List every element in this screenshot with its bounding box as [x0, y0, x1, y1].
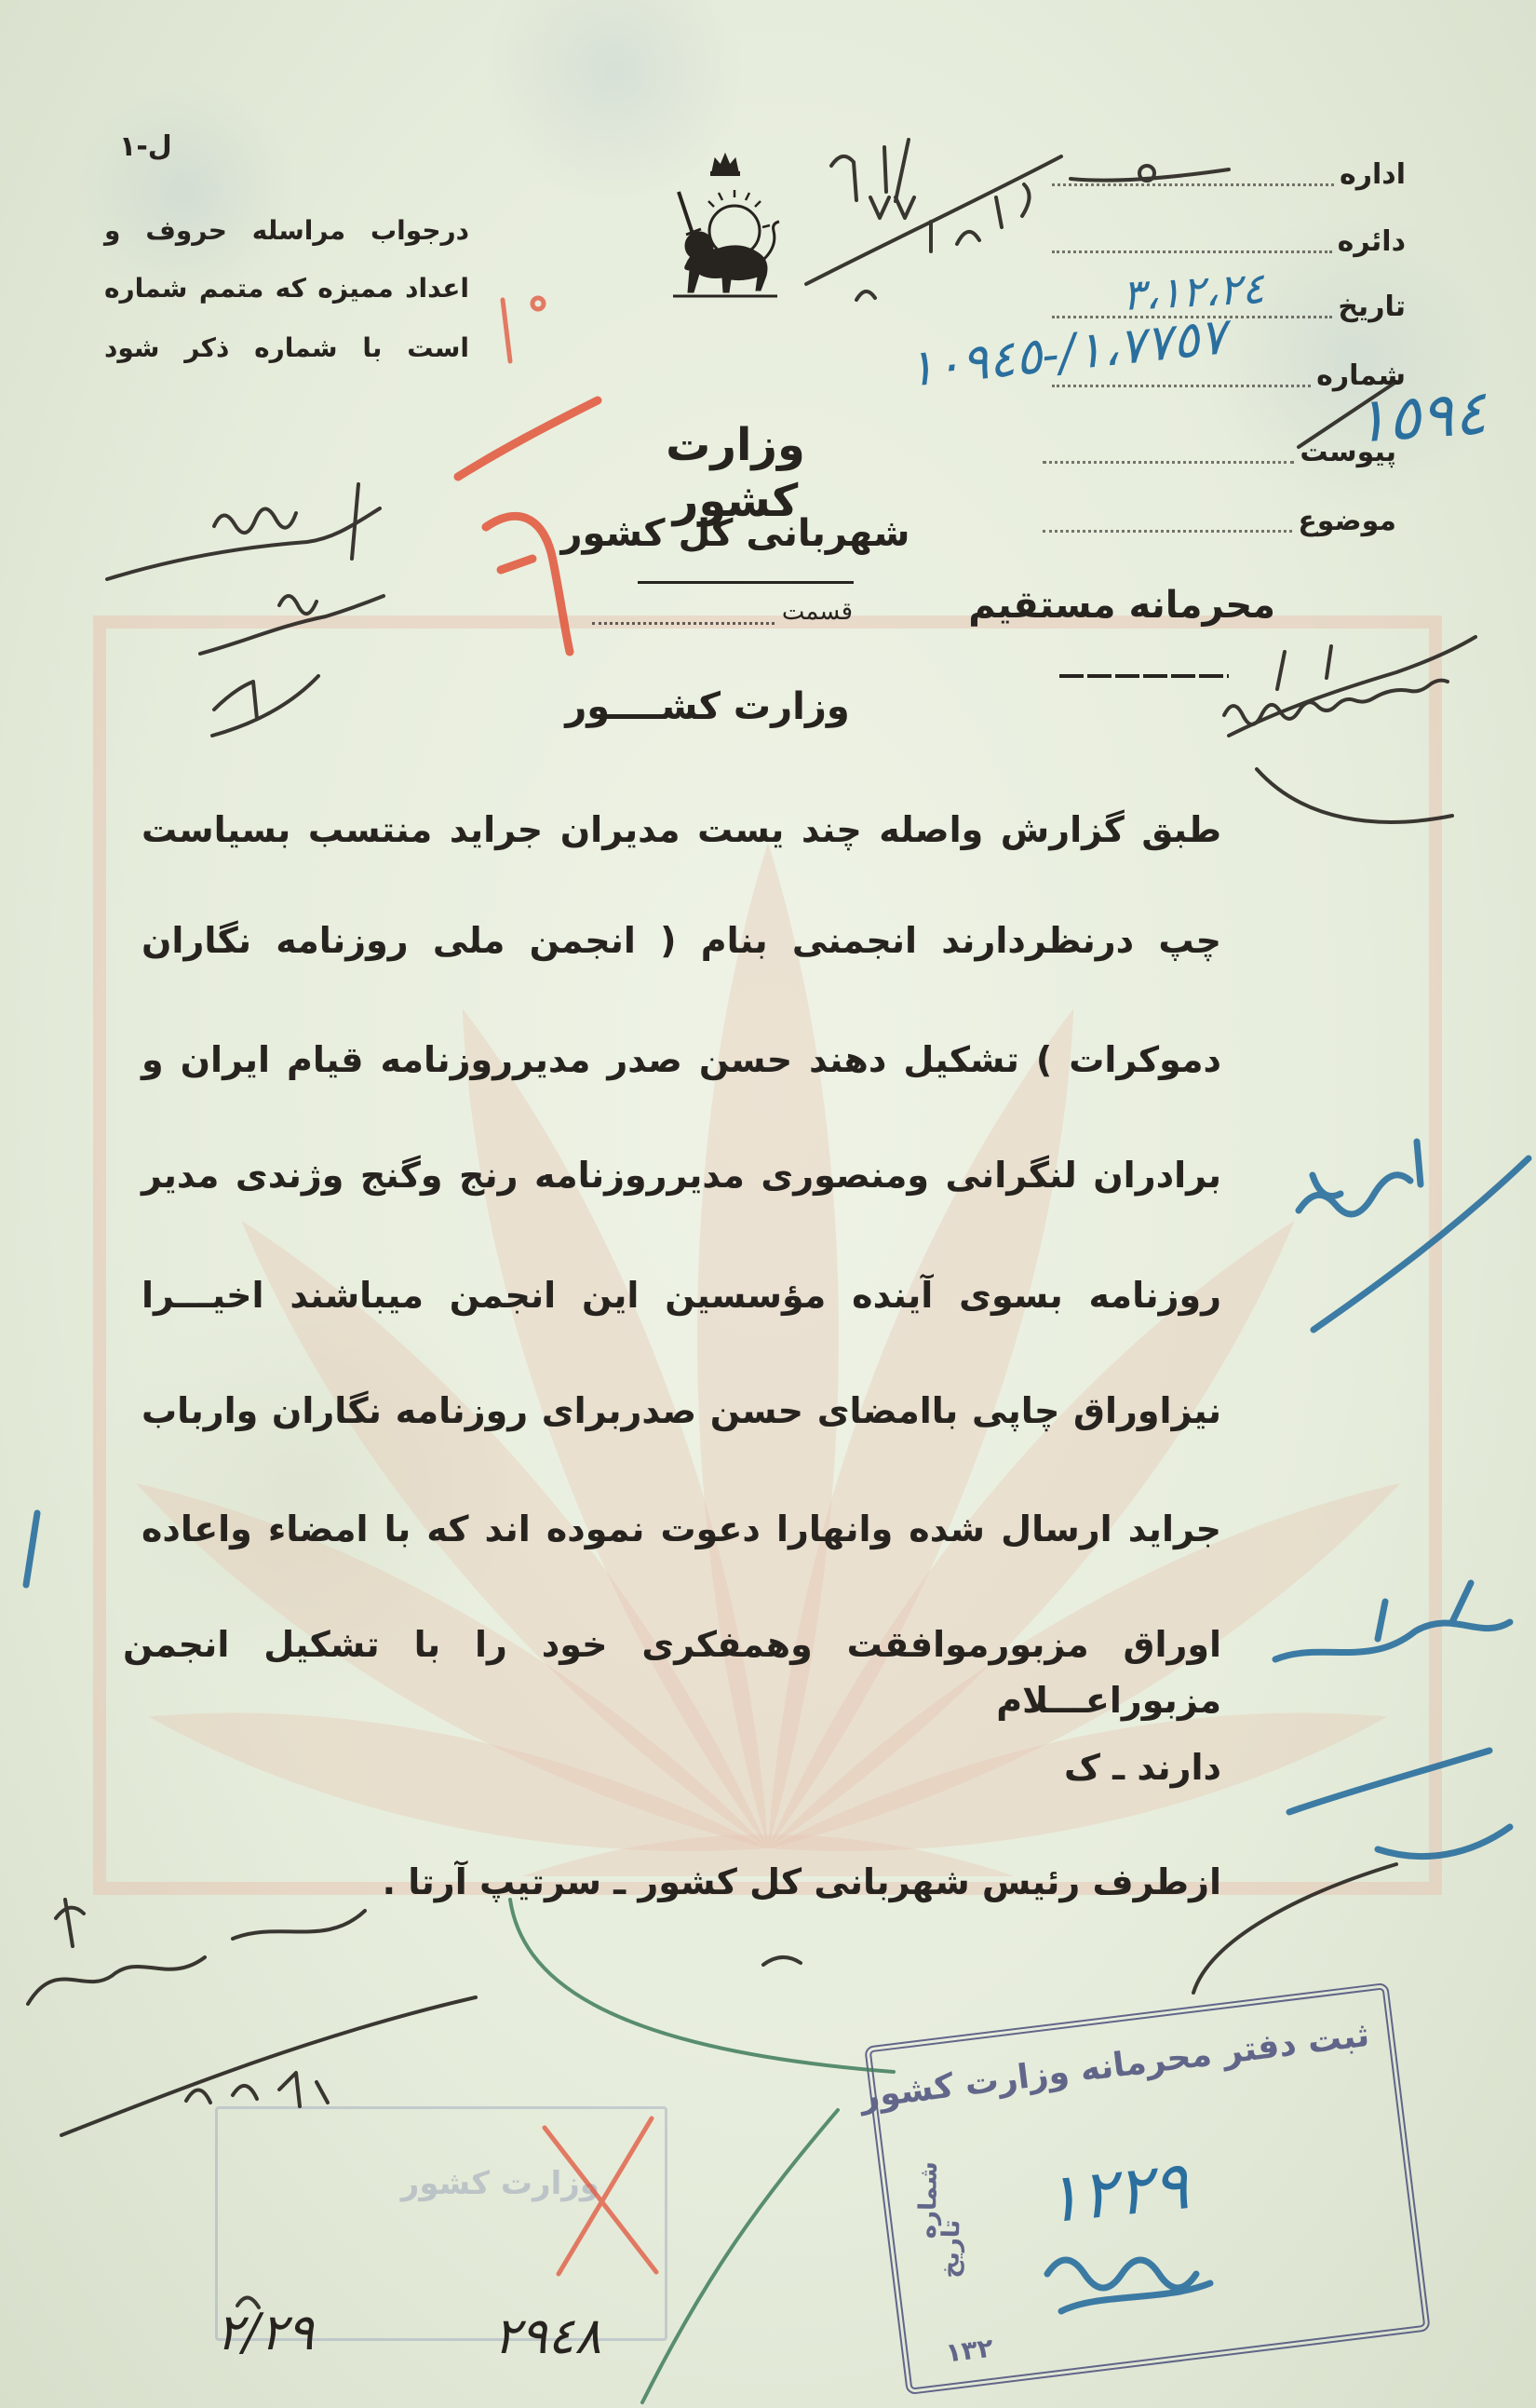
handwritten-stroke	[352, 484, 358, 559]
handwritten-stroke	[1229, 637, 1475, 736]
handwritten-stroke	[56, 1900, 84, 1946]
section-dotted-line	[592, 622, 775, 625]
registry-stamp-title: ثبت دفتر محرمانه وزارت کشور	[857, 2015, 1372, 2117]
body-line: جراید ارسال شده وانهارا دعوت نموده اند که با امضاء واعاده	[141, 1508, 1221, 1549]
lion-and-sun-icon	[664, 149, 787, 303]
watermark-leaves	[110, 843, 1425, 1893]
green-stroke	[510, 1900, 894, 2072]
addressee: وزارت کشــــور	[565, 685, 850, 728]
handwritten-number: ٢/٢٩	[216, 2303, 315, 2361]
field-dotted-line	[1052, 385, 1311, 387]
handwritten-stroke	[233, 1911, 365, 1939]
classification-label: محرمانه مستقیم	[968, 584, 1275, 627]
right-handwriting	[1224, 637, 1475, 822]
section-label: قسمت	[781, 598, 853, 626]
field-label: تاریخ	[1338, 291, 1406, 323]
body-line: برادران لنگرانی ومنصوری مدیرروزنامه رنج وگنج وژندی مدیر	[141, 1155, 1221, 1196]
field-division	[1052, 223, 1406, 261]
red-stroke	[503, 300, 510, 361]
field-dotted-line	[1052, 250, 1332, 253]
department-title: شهربانی کل کشور	[560, 512, 910, 555]
field-dotted-line	[1043, 461, 1294, 464]
body-line: طبق گزارش واصله چند یست مدیران جراید منتسب بسیاست	[141, 809, 1221, 850]
field-attachment	[1043, 434, 1396, 471]
handwritten-stroke	[28, 1957, 205, 2004]
signature-line: ازطرف رئیس شهربانی کل کشور ـ سرتیپ آرتا .	[382, 1861, 1221, 1902]
field-dotted-line	[1052, 183, 1334, 186]
blue-stroke	[1313, 1142, 1421, 1197]
attachment-value: ١٥٩٤	[1352, 376, 1489, 457]
handwritten-stroke	[763, 1957, 801, 1965]
field-subject	[1043, 503, 1396, 540]
red-stroke	[532, 298, 544, 309]
handwritten-number: ٢٩٤٨	[493, 2307, 602, 2365]
left-handwriting	[107, 484, 384, 736]
blue-stroke	[1289, 1751, 1489, 1812]
body-line: چپ درنظردارند انجمنی بنام ( انجمن ملی روزنامه نگاران	[141, 920, 1221, 961]
number-value: ١،٧٧٥٧/-١٠٩٤٥	[904, 306, 1230, 399]
date-value: ٣،١٢،٢٤	[1120, 263, 1266, 320]
ministry-title: وزارت کشور	[666, 419, 805, 527]
blue-stroke	[1275, 1622, 1510, 1659]
handwritten-stroke	[884, 147, 886, 192]
handwritten-stroke	[186, 2073, 328, 2106]
handwritten-stroke	[1224, 681, 1448, 724]
registry-stamp-code: ١٣٢	[943, 2332, 995, 2369]
classification-underline	[1059, 674, 1229, 678]
red-stroke	[458, 400, 598, 477]
field-label: پیوست	[1300, 436, 1396, 468]
handwritten-stroke	[212, 676, 318, 736]
reference-note-line: اعداد ممیزه که متمم شماره	[104, 273, 469, 304]
field-label: دائره	[1337, 225, 1406, 258]
reference-note-line: درجواب مراسله حروف و	[104, 215, 469, 246]
field-label: اداره	[1340, 158, 1406, 191]
handwritten-stroke	[1257, 769, 1452, 822]
field-dotted-line	[1043, 530, 1292, 533]
closing-line: دارند ـ ک	[1064, 1747, 1221, 1788]
field-office	[1052, 156, 1406, 194]
handwritten-stroke	[806, 156, 1061, 284]
body-line: روزنامه بسوی آینده مؤسسین این انجمن میباشند اخیـــرا	[141, 1275, 1221, 1316]
blue-stroke	[1378, 1827, 1510, 1857]
handwritten-stroke	[279, 596, 317, 614]
body-line: نیزاوراق چاپی باامضای حسن صدربرای روزنامه نگاران وارباب	[141, 1390, 1221, 1431]
blue-stroke	[1378, 1583, 1471, 1639]
signature-loop	[1193, 1864, 1396, 1993]
blue-stroke	[1299, 1175, 1410, 1214]
red-stroke	[486, 516, 570, 652]
blue-stroke	[1314, 1158, 1529, 1330]
green-stroke	[642, 2110, 838, 2402]
faded-stamp-title: وزارت کشور	[400, 2165, 600, 2202]
handwritten-stroke	[831, 156, 856, 200]
reference-note-line: است با شماره ذکر شود	[104, 332, 469, 363]
reference-code: ل-١	[119, 130, 172, 163]
field-label: شماره	[1316, 359, 1406, 392]
handwritten-stroke	[896, 140, 909, 201]
registry-stamp-number-label: شماره	[913, 2160, 944, 2239]
watermark-leaf	[697, 843, 839, 1848]
body-line: دموکرات ) تشکیل دهند حسن صدر مدیرروزنامه قیام ایران و	[141, 1039, 1221, 1080]
handwritten-stroke	[931, 184, 1030, 251]
handwritten-stroke	[870, 197, 914, 218]
registry-stamp-date-label: تاریخ	[936, 2219, 966, 2279]
handwritten-stroke	[214, 682, 257, 719]
department-underline	[638, 581, 854, 584]
blue-stroke	[26, 1513, 37, 1585]
field-label: موضوع	[1298, 505, 1396, 537]
body-line: اوراق مزبورموافقت وهمفکری خود را با تشکیل انجمن مزبوراعـــلام	[123, 1624, 1221, 1721]
handwritten-stroke	[1277, 646, 1331, 689]
handwritten-stroke	[214, 508, 296, 533]
registry-stamp-number: ١٢٢٩	[1041, 2145, 1192, 2239]
handwritten-stroke	[200, 596, 384, 654]
handwritten-stroke	[107, 508, 380, 579]
red-stroke	[501, 559, 532, 570]
handwritten-stroke	[856, 291, 875, 300]
